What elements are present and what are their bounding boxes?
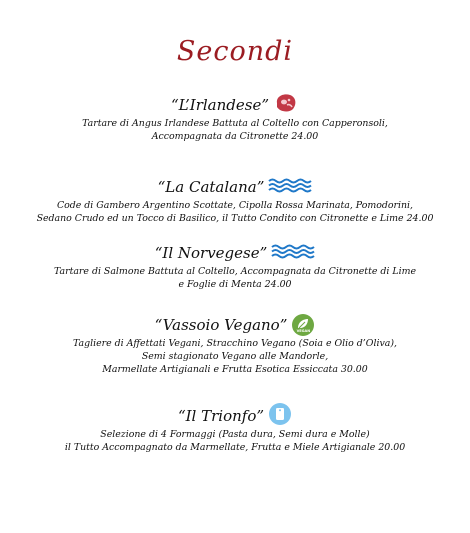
dish-name-text: “Il Norvegese” <box>154 244 268 262</box>
dish-description-line: Marmellate Artigianali e Frutta Esotica Essiccata 30.00 <box>102 364 368 375</box>
cheese-tag-icon <box>268 402 292 430</box>
page-title: Secondi <box>176 36 294 67</box>
dish-name-text: “Il Trionfo” <box>177 407 265 425</box>
dish-catalana <box>0 175 470 225</box>
dish-name <box>155 241 316 265</box>
vegan-badge-text: VEGAN <box>296 329 311 333</box>
dish-name-text: “L’Irlandese” <box>170 96 270 114</box>
dish-vassoio-vegano <box>0 313 470 376</box>
dish-norvegese <box>0 241 470 291</box>
dish-irlandese <box>0 93 470 143</box>
dish-name <box>158 175 313 199</box>
dish-description-line: Code di Gambero Argentino Scottate, Cipolla Rossa Marinata, Pomodorini, <box>56 200 414 211</box>
dish-name <box>155 313 316 337</box>
dish-name <box>171 93 299 117</box>
dish-description-line: Sedano Crudo ed un Tocco di Basilico, il Tutto Condito con Citronette e Lime 24.00 <box>36 213 434 224</box>
fish-waves-icon <box>271 243 315 263</box>
dish-description-line: Tartare di Salmone Battuta al Coltello, Accompagnata da Citronette di Lime <box>53 266 417 277</box>
dish-trionfo <box>0 404 470 454</box>
dish-description-line: Tagliere di Affettati Vegani, Stracchino Vegano (Soia e Olio d’Oliva), <box>72 338 397 349</box>
dish-description-line: Accompagnata da Citronette 24.00 <box>151 131 319 142</box>
vegan-leaf-icon <box>291 313 315 337</box>
meat-steak-icon <box>273 92 299 118</box>
dish-description-line: Selezione di 4 Formaggi (Pasta dura, Semi dura e Molle) <box>100 429 370 440</box>
fish-waves-icon <box>268 177 312 197</box>
dish-name <box>178 404 292 428</box>
dish-description-line: Tartare di Angus Irlandese Battuta al Coltello con Capperonsoli, <box>82 118 388 129</box>
dish-description-line: il Tutto Accompagnato da Marmellate, Frutta e Miele Artigianale 20.00 <box>64 442 406 453</box>
dish-description-line: Semi stagionato Vegano alle Mandorle, <box>141 351 329 362</box>
dish-name-text: “La Catalana” <box>157 178 265 196</box>
dish-description-line: e Foglie di Menta 24.00 <box>178 279 292 290</box>
dish-name-text: “Vassoio Vegano” <box>154 316 288 334</box>
